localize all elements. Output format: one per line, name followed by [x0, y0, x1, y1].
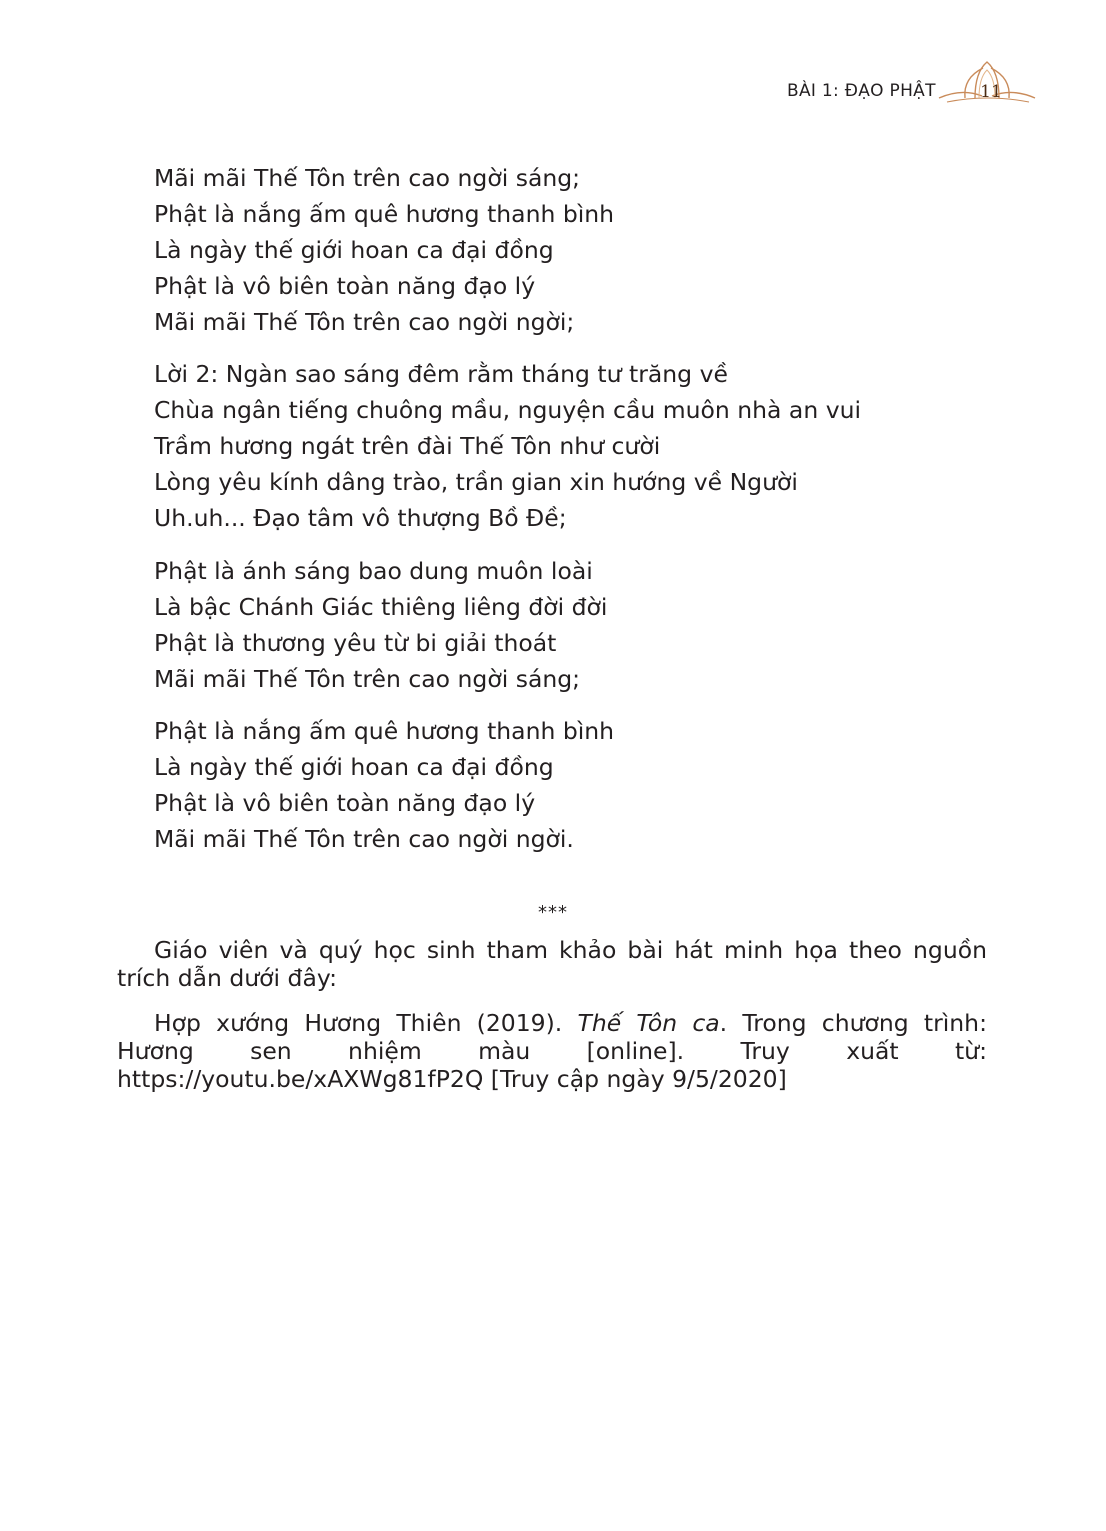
lyric-line: Mãi mãi Thế Tôn trên cao ngời sáng; [154, 164, 581, 192]
lyric-line: Là bậc Chánh Giác thiêng liêng đời đời [154, 593, 608, 622]
lyric-line: Phật là nắng ấm quê hương thanh bình [154, 717, 615, 745]
section-separator: *** [538, 902, 568, 923]
page-header [787, 78, 1047, 118]
lyric-line: Phật là ánh sáng bao dung muôn loài [154, 557, 593, 585]
lyric-line: Phật là vô biên toàn năng đạo lý [154, 272, 536, 301]
lyric-line: Mãi mãi Thế Tôn trên cao ngời ngời. [154, 825, 574, 854]
lyric-line: Phật là thương yêu từ bi giải thoát [154, 629, 557, 658]
lyric-line: Là ngày thế giới hoan ca đại đồng [154, 753, 554, 782]
citation-title: Thế Tôn ca [577, 1009, 720, 1037]
stanza-2 [154, 356, 994, 536]
stanza-3 [154, 553, 994, 697]
lyric-line: Là ngày thế giới hoan ca đại đồng [154, 236, 554, 265]
lyric-line: Mãi mãi Thế Tôn trên cao ngời ngời; [154, 308, 575, 337]
lyric-line: Lòng yêu kính dâng trào, trần gian xin hướng về Người [154, 468, 798, 497]
lyric-line: Lời 2: Ngàn sao sáng đêm rằm tháng tư trăng về [154, 360, 728, 388]
lyric-line: Uh.uh... Đạo tâm vô thượng Bồ Đề; [154, 504, 567, 533]
citation-prefix: Hợp xướng Hương Thiên (2019). [154, 1009, 578, 1037]
page-number: 11 [980, 82, 1002, 102]
lyric-line: Phật là vô biên toàn năng đạo lý [154, 789, 536, 818]
citation [117, 1009, 987, 1093]
note-intro: Giáo viên và quý học sinh tham khảo bài hát minh họa theo nguồn trích dẫn dưới đây: [117, 936, 987, 992]
citation-suffix: . Trong chương trình: Hương sen nhiệm màu [online]. Truy xuất từ: https://youtu.be/xAXWg81fP2Q [Truy cập ngày 9/5/2020] [117, 1009, 987, 1093]
lyric-line: Mãi mãi Thế Tôn trên cao ngời sáng; [154, 665, 581, 694]
stanza-4 [154, 713, 994, 857]
chapter-title: BÀI 1: ĐẠO PHẬT [787, 81, 936, 101]
lyric-line: Trầm hương ngát trên đài Thế Tôn như cười [154, 432, 661, 461]
lyric-line: Phật là nắng ấm quê hương thanh bình [154, 200, 615, 229]
stanza-1 [154, 160, 994, 340]
lyric-line: Chùa ngân tiếng chuông mầu, nguyện cầu muôn nhà an vui [154, 396, 862, 425]
